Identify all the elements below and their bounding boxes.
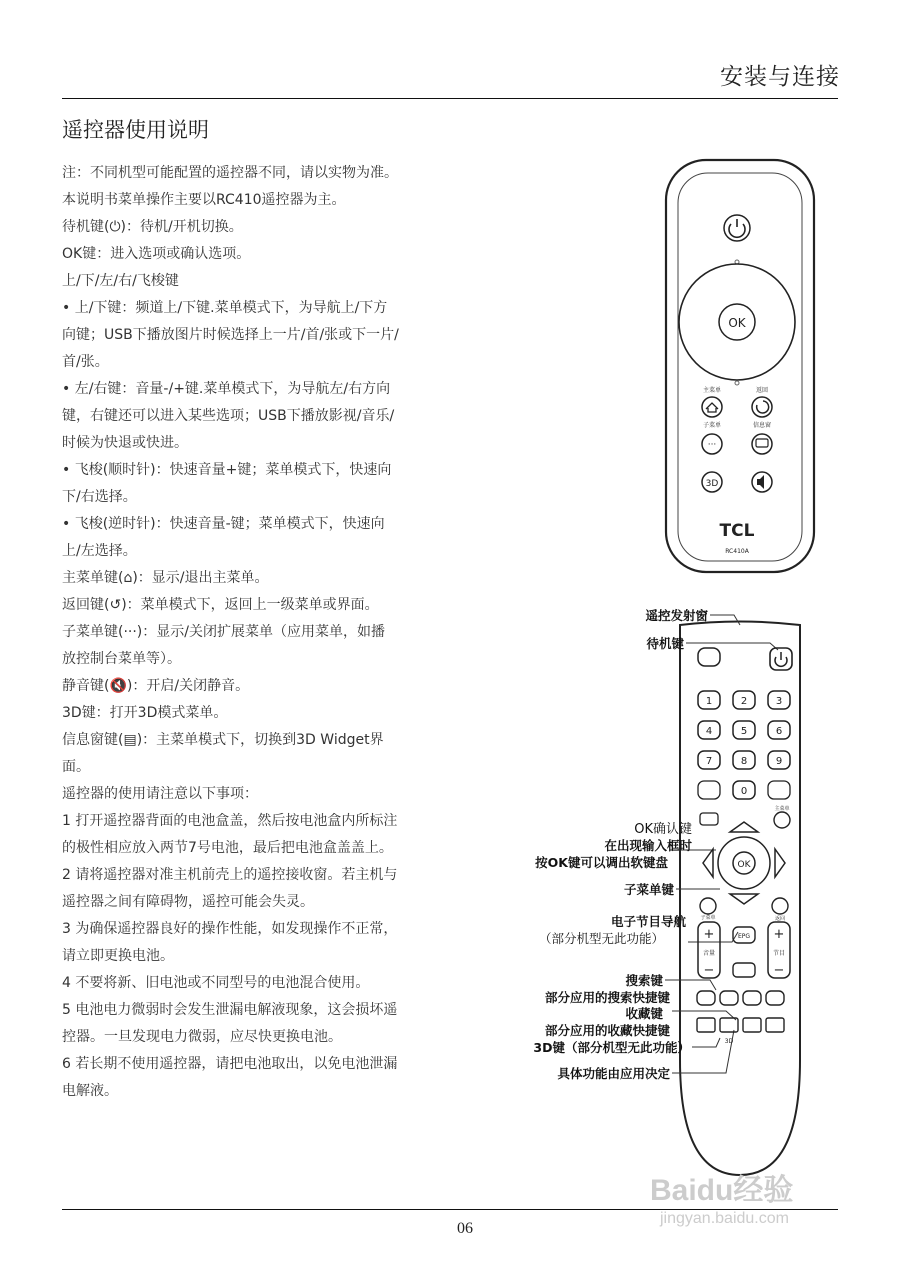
body-line: 3D键：打开3D模式菜单。 [62,705,228,721]
digit-label: 4 [705,726,713,737]
body-line: • 上/下键：频道上/下键.菜单模式下，为导航上/下方 [62,300,388,316]
body-line: 本说明书菜单操作主要以RC410遥控器为主。 [62,192,346,208]
svg-text:−: − [773,963,785,978]
body-line: 上/左选择。 [62,543,137,559]
callout-favorite: 收藏键 [625,1006,663,1021]
body-line: 3 为确保遥控器良好的操作性能，如发现操作不正常， [62,921,398,937]
page-number: 06 [457,1220,473,1237]
small-3d-label: 3D [724,1038,734,1045]
body-line: 遥控器的使用请注意以下事项： [62,786,258,802]
digit-label: 2 [740,696,748,707]
ok-label: OK [737,860,751,870]
digit-label: 8 [740,756,748,767]
instructions-text [62,160,477,1105]
body-line: OK键：进入选项或确认选项。 [62,246,251,262]
watermark-logo: Baidu经验 [650,1174,794,1207]
body-line: 静音键(🔇)：开启/关闭静音。 [62,678,250,694]
callout-favorite-note: 部分应用的收藏快捷键 [544,1023,670,1038]
submenu-label: 子菜单 [702,422,722,429]
callout-ok: OK确认键 [634,822,692,837]
section-title: 遥控器使用说明 [62,118,209,142]
callout-3d: 3D键（部分机型无此功能） [533,1040,690,1055]
header-rule [62,98,838,99]
body-line: 1 打开遥控器背面的电池盒盖，然后按电池盒内所标注 [62,813,398,829]
body-line: 主菜单键(⌂)：显示/退出主菜单。 [62,570,269,586]
body-line: 返回键(↺)：菜单模式下，返回上一级菜单或界面。 [62,597,379,613]
info-label: 信息窗 [752,422,772,429]
callout-input: 在出现输入框时 [604,838,692,853]
callout-search-note: 部分应用的搜索快捷键 [544,990,670,1005]
body-line: • 飞梭(顺时针)：快速音量+键；菜单模式下，快速向 [62,462,392,478]
callout-ir-window: 遥控发射窗 [645,608,708,623]
channel-label: 节目 [772,950,786,957]
body-line: • 飞梭(逆时针)：快速音量-键；菜单模式下，快速向 [62,516,385,532]
digit-label: 0 [740,786,748,797]
body-line: 键，右键还可以进入某些选项；USB下播放影视/音乐/ [62,408,395,424]
callout-submenu: 子菜单键 [623,882,674,897]
svg-text:+: + [773,927,785,942]
body-line: 首/张。 [62,354,109,370]
callout-app-defined: 具体功能由应用决定 [557,1066,670,1081]
3d-label: 3D [705,479,719,489]
callout-power: 待机键 [646,636,684,651]
svg-text:+: + [703,927,715,942]
body-line: 信息窗键(▤)：主菜单模式下，切换到3D Widget界 [62,732,384,748]
digit-label: 5 [740,726,748,737]
back-label: 返回 [774,916,786,922]
callout-epg: 电子节目导航 [610,914,686,929]
menu-label: 主菜单 [774,806,790,812]
header-title: 安装与连接 [720,64,840,90]
remote-rc410-illustration [660,155,820,580]
callout-epg-note: （部分机型无此功能） [538,931,664,946]
body-line: 5 电池电力微弱时会发生泄漏电解液现象，这会损坏遥 [62,1002,398,1018]
back-label: 返回 [755,387,769,394]
body-line: 2 请将遥控器对准主机前壳上的遥控接收窗。若主机与 [62,867,398,883]
digit-label: 3 [775,696,783,707]
remote-full-illustration [500,600,820,1180]
digit-label: 9 [775,756,783,767]
body-line: 待机键(⏻)：待机/开机切换。 [62,219,243,235]
body-line: 时候为快退或快进。 [62,435,188,451]
body-line: 4 不要将新、旧电池或不同型号的电池混合使用。 [62,975,370,991]
body-line: 6 若长期不使用遥控器，请把电池取出，以免电池泄漏 [62,1056,398,1072]
menu-label: 主菜单 [702,387,722,394]
digit-label: 1 [705,696,713,707]
body-line: 面。 [62,759,90,775]
body-line: 子菜单键(···)：显示/关闭扩展菜单（应用菜单，如播 [62,624,385,640]
body-line: 放控制台菜单等）。 [62,651,181,667]
watermark-url: jingyan.baidu.com [660,1210,789,1227]
svg-text:−: − [703,963,715,978]
body-line: 遥控器之间有障碍物，遥控可能会失灵。 [62,894,314,910]
body-line: 请立即更换电池。 [62,948,174,964]
body-line: 上/下/左/右/飞梭键 [62,273,179,289]
ok-label: OK [728,316,746,330]
body-line: 电解液。 [62,1083,118,1099]
digit-label: 6 [775,726,783,737]
volume-label: 音量 [702,950,716,957]
brand-logo: TCL [719,521,755,541]
body-line: 向键；USB下播放图片时候选择上一片/首/张或下一片/ [62,327,399,343]
svg-text:···: ··· [707,440,717,450]
body-line: 控器。一旦发现电力微弱，应尽快更换电池。 [62,1029,342,1045]
footer-rule [62,1209,838,1210]
body-line: 注：不同机型可能配置的遥控器不同，请以实物为准。 [62,165,398,181]
callout-softkey: 按OK键可以调出软键盘 [535,855,668,870]
body-line: • 左/右键：音量-/+键.菜单模式下，为导航左/右方向 [62,381,391,397]
submenu-label: 子菜单 [700,915,716,921]
callout-search: 搜索键 [625,973,663,988]
epg-label: EPG [737,933,751,940]
body-line: 下/右选择。 [62,489,137,505]
digit-label: 7 [705,756,713,767]
body-line: 的极性相应放入两节7号电池，最后把电池盒盖盖上。 [62,840,393,856]
model-label: RC410A [725,548,749,555]
